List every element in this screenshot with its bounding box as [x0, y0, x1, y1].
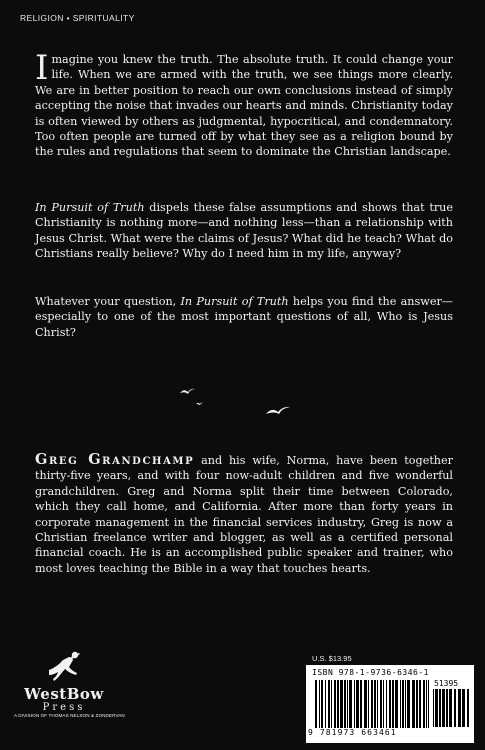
barcode-bar: [334, 680, 336, 728]
barcode-bar: [325, 680, 326, 728]
barcode-bar: [371, 680, 373, 728]
barcode-bar: [380, 680, 382, 728]
barcode-bar: [446, 689, 448, 727]
author-bio: [35, 452, 453, 576]
barcode-bar: [328, 680, 330, 728]
barcode-bar: [467, 689, 469, 727]
barcode-bar: [386, 680, 387, 728]
barcode-bar: [337, 680, 339, 728]
barcode-bar: [377, 680, 378, 728]
barcode-bar: [354, 680, 355, 728]
publisher-logo: [14, 650, 125, 719]
blurb-paragraph-2-text: dispels these false assumptions and shows that true Christianity is nothing more—and nothing less—than a relationship with Jesus Christ. What were the claims of Jesus? What did he teach? What do Christians really believe? Why do I need him in my life, anyway?: [35, 201, 453, 261]
barcode-bar: [402, 680, 404, 728]
barcode-bar: [412, 680, 415, 728]
barcode-bar: [462, 689, 465, 727]
barcode-bar: [340, 680, 343, 728]
barcode-bar: [439, 689, 441, 727]
blurb-paragraph-1-text: magine you knew the truth. The absolute truth. It could change your life. When we are armed with the truth, we see things more clearly. We are in better position to reach our own conclusions instead of simply accepting the noise that invades our hearts and minds. Christianity today is often viewed by others as judgmental, hypocritical, and condemnatory. Too often people are turned off by what they see as a religion bound by the rules and regulations that seem to dominate the Christian landscape.: [35, 53, 453, 159]
blurb-paragraph-2: [35, 200, 453, 262]
barcode-bar: [331, 680, 332, 728]
barcode-bar: [319, 680, 320, 728]
barcode-bar: [407, 680, 410, 728]
barcode-bar: [344, 680, 346, 728]
blurb-paragraph-3: [35, 294, 453, 340]
isbn-text: ISBN 978-1-9736-6346-1: [312, 668, 429, 677]
barcode-bar: [374, 680, 376, 728]
barcode-bar: [392, 680, 394, 728]
barcode-bar: [368, 680, 369, 728]
barcode-bar: [356, 680, 359, 728]
barcode-bar: [433, 689, 434, 727]
barcode-bar: [426, 680, 427, 728]
barcode-bar: [389, 680, 391, 728]
barcode-bar: [442, 689, 445, 727]
barcode-bar: [360, 680, 362, 728]
ean-digits: 9 781973 663461: [308, 728, 397, 737]
runner-logo-icon: [45, 650, 83, 684]
author-name: Greg Grandchamp: [35, 451, 195, 468]
barcode-bar: [435, 689, 438, 727]
barcode-bar: [454, 689, 456, 727]
blurb-paragraph-1: [35, 48, 453, 160]
barcode-bar: [419, 680, 421, 728]
category-label: RELIGION • SPIRITUALITY: [20, 13, 135, 23]
barcode-bar: [383, 680, 384, 728]
bird-icon: [180, 389, 195, 394]
bird-icon: [196, 403, 203, 405]
barcode-bar: [428, 680, 429, 728]
publisher-press: Press: [42, 702, 86, 713]
blurb-paragraph-3-start: Whatever your question,: [35, 295, 181, 308]
drop-cap: I: [35, 48, 49, 88]
bird-icon: [266, 407, 290, 414]
barcode-bar: [416, 680, 418, 728]
book-title-mention: In Pursuit of Truth: [35, 201, 145, 214]
barcode-bar: [458, 689, 461, 727]
book-title-mention: In Pursuit of Truth: [180, 295, 289, 308]
birds-illustration: [170, 385, 320, 425]
addon-digits: 51395: [434, 679, 459, 688]
barcode-bar: [405, 680, 406, 728]
barcode-bars: [315, 680, 429, 728]
barcode-bar: [395, 680, 398, 728]
barcode-bar: [423, 680, 425, 728]
barcode-bar: [364, 680, 367, 728]
barcode-bar: [349, 680, 352, 728]
barcode-bar: [321, 680, 323, 728]
price-label: U.S. $13.95: [312, 654, 352, 663]
author-bio-text: and his wife, Norma, have been together thirty-five years, and with four now-adult children and five wonderful grandchildren. Greg and Norma split their time between Colorado, which they call home, and California. After more than forty years in corporate management in the financial services industry, Greg is now a Christian freelance writer and blogger, as well as a certified personal financial coach. He is an accomplished public speaker and trainer, who most loves teaching the Bible in a way that touches hearts.: [35, 454, 453, 575]
barcode-bar: [400, 680, 401, 728]
barcode-bar: [315, 680, 317, 728]
publisher-name: WestBow: [24, 685, 104, 703]
blurb-paragraph-3-text: helps you find the answer—especially to one of the most important questions of all, Who is Jesus Christ?: [35, 295, 453, 339]
barcode-bar: [449, 689, 452, 727]
barcode-bar: [347, 680, 348, 728]
publisher-division: A DIVISION OF THOMAS NELSON & ZONDERVAN: [14, 713, 125, 718]
addon-barcode-bars: [433, 689, 469, 727]
barcode: [306, 665, 474, 743]
